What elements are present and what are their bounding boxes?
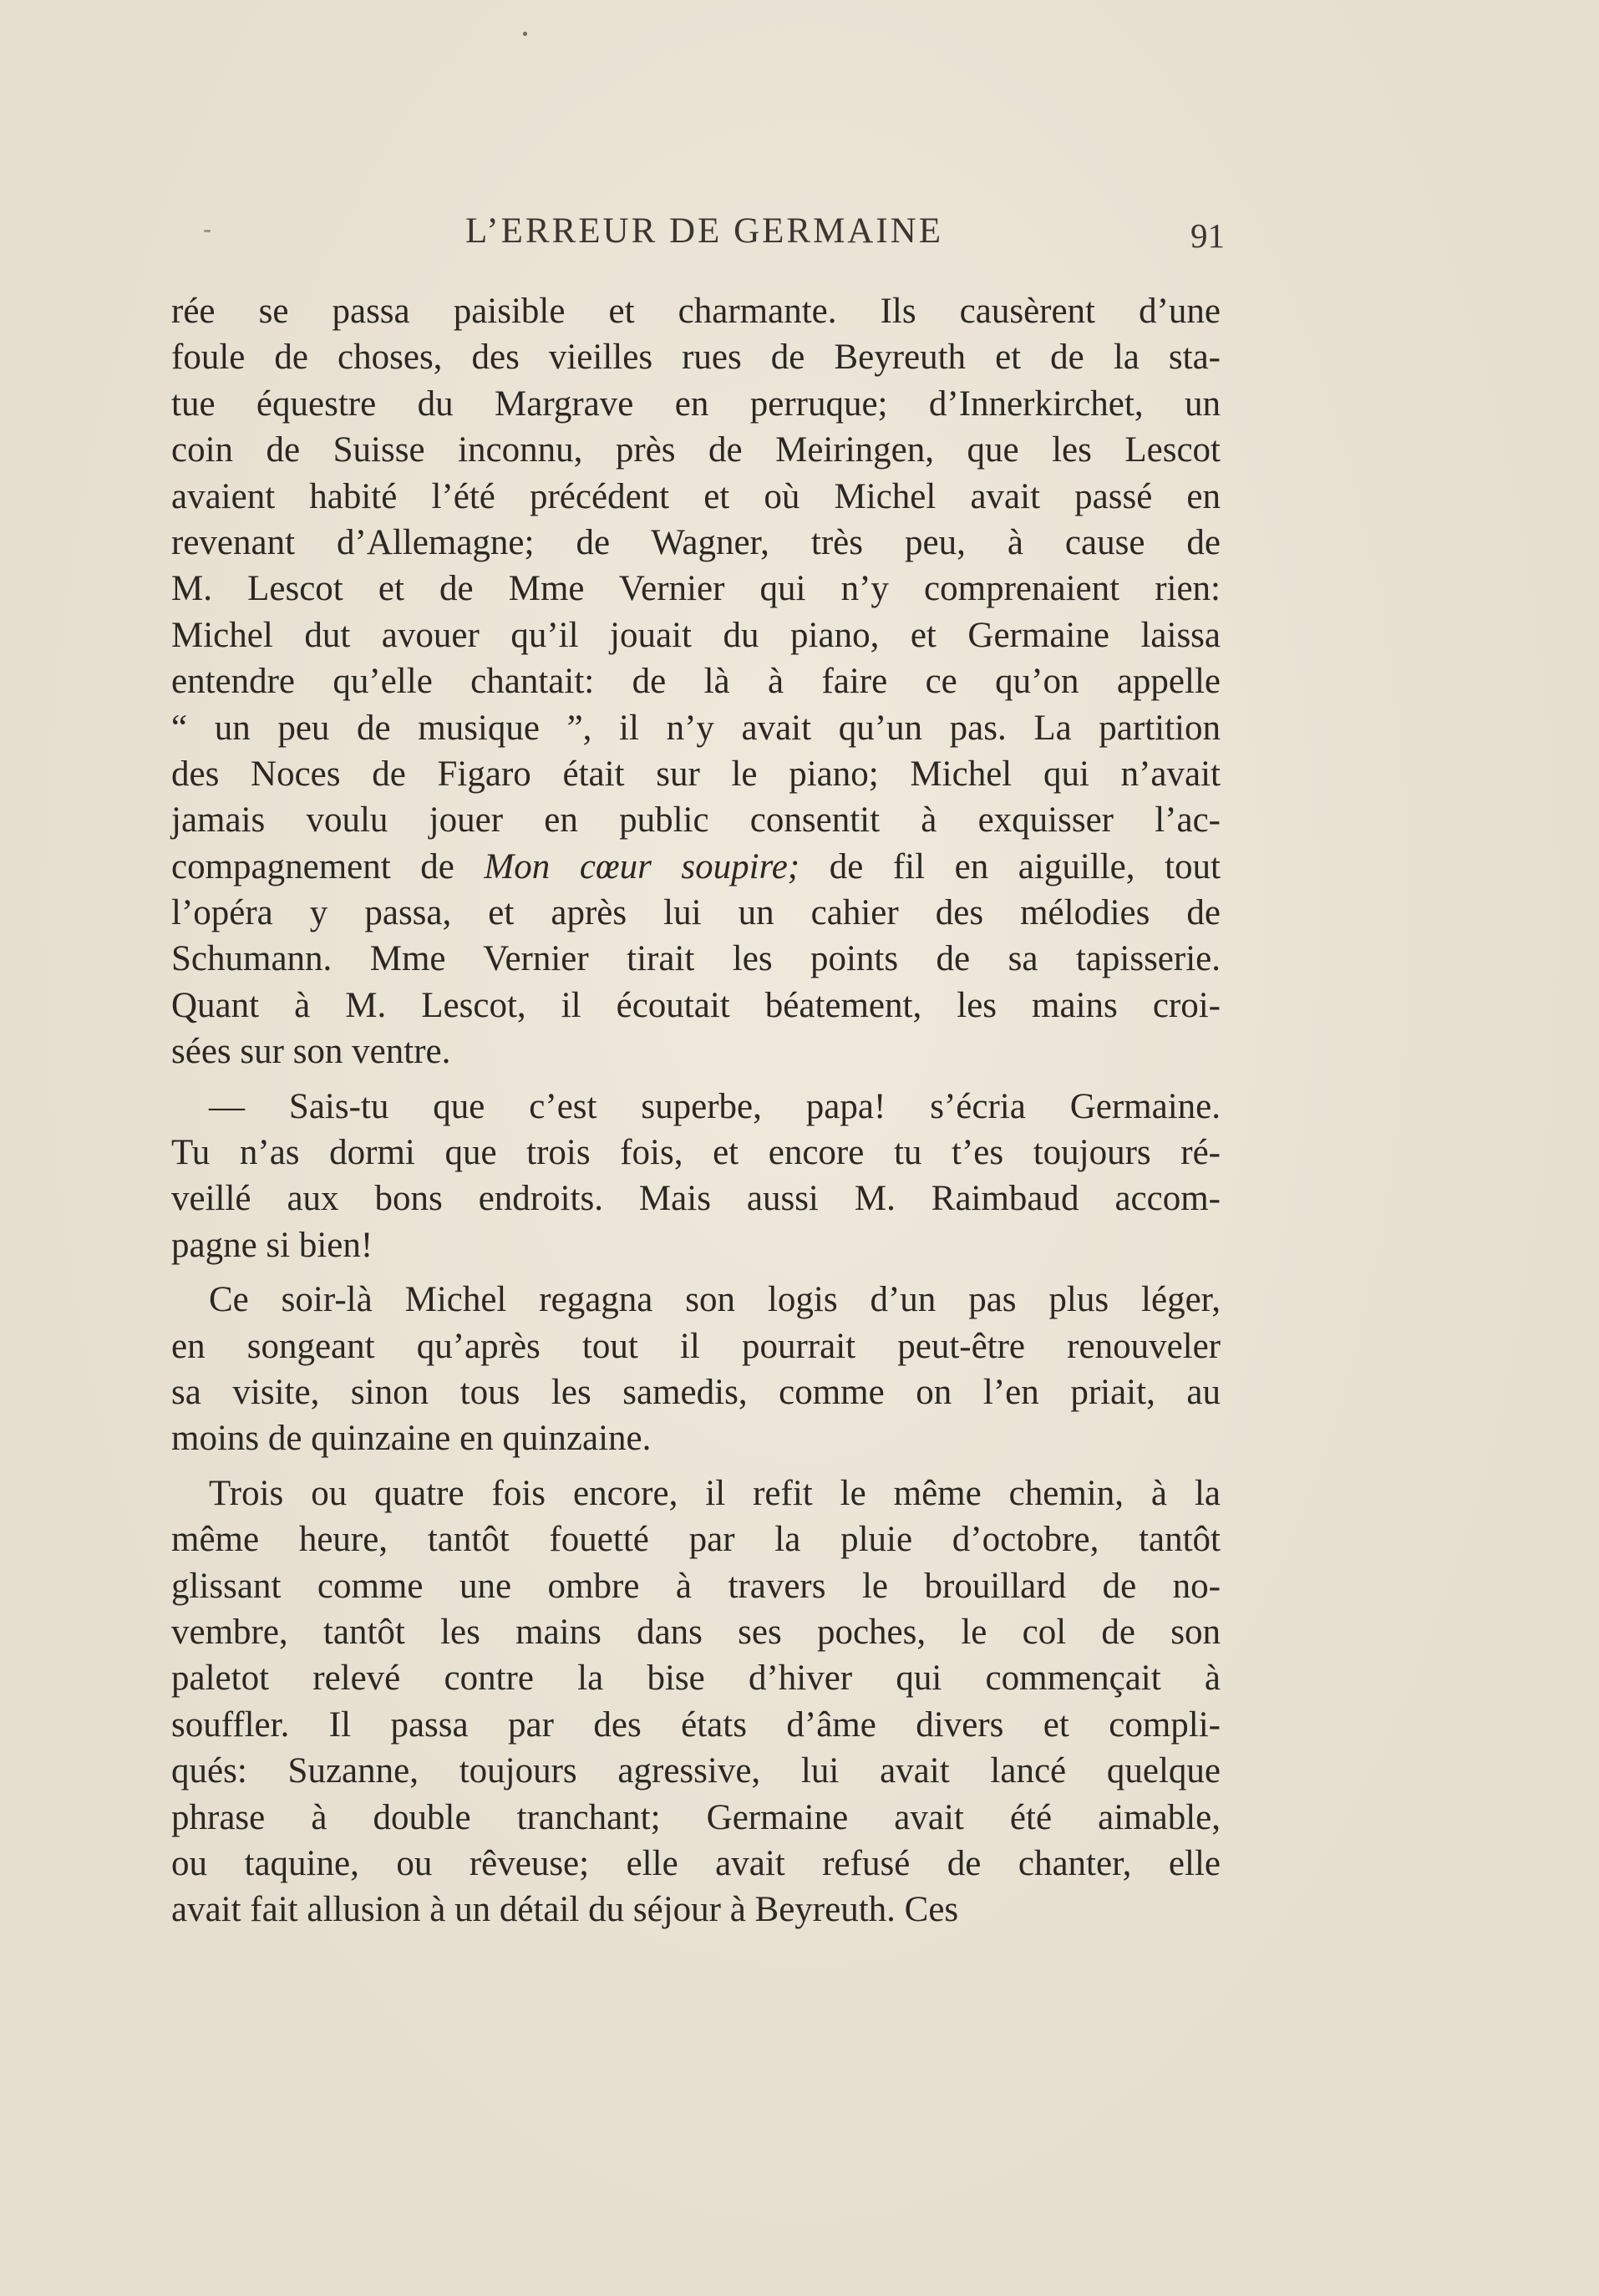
text-line: glissant comme une ombre à travers le brouillard de no- (171, 1566, 1221, 1606)
page-header (184, 211, 1225, 261)
text-line: M. Lescot et de Mme Vernier qui n’y comprenaient rien: (171, 569, 1221, 609)
paragraph (171, 1084, 1221, 1269)
text-line: veillé aux bons endroits. Mais aussi M. Raimbaud accom- (171, 1179, 1221, 1219)
text-line: rée se passa paisible et charmante. Ils causèrent d’une (171, 292, 1221, 331)
paragraph (171, 1277, 1221, 1462)
text-line: des Noces de Figaro était sur le piano; Michel qui n’avait (171, 754, 1221, 794)
running-title: L’ERREUR DE GERMAINE (464, 211, 943, 251)
text-line: ou taquine, ou rêveuse; elle avait refusé de chanter, elle (171, 1843, 1221, 1883)
text-line: Michel dut avouer qu’il jouait du piano, et Germaine laissa (171, 615, 1221, 655)
text-line: sa visite, sinon tous les samedis, comme on l’en priait, au (171, 1372, 1221, 1412)
text-line: entendre qu’elle chantait: de là à faire ce qu’on appelle (171, 662, 1221, 702)
text-line: pagne si bien! (171, 1225, 373, 1265)
text-line: en songeant qu’après tout il pourrait peut-être renouveler (171, 1326, 1221, 1366)
text-line: avait fait allusion à un détail du séjour à Beyreuth. Ces (171, 1890, 959, 1930)
text-line: Tu n’as dormi que trois fois, et encore tu t’es toujours ré- (171, 1133, 1221, 1173)
paper-speck (523, 32, 527, 36)
text-line: sées sur son ventre. (171, 1032, 451, 1072)
text-line: moins de quinzaine en quinzaine. (171, 1419, 652, 1459)
text-line: revenant d’Allemagne; de Wagner, très peu, à cause de (171, 522, 1221, 562)
page-number: 91 (1190, 216, 1225, 255)
text-line: même heure, tantôt fouetté par la pluie d’octobre, tantôt (171, 1520, 1221, 1560)
body-text (171, 288, 1221, 1933)
text-line: paletot relevé contre la bise d’hiver qui commençait à (171, 1659, 1221, 1699)
text-line: tue équestre du Margrave en perruque; d’Innerkirchet, un (171, 384, 1221, 424)
paragraph (171, 1471, 1221, 1933)
paragraph (171, 288, 1221, 1075)
text-line: Ce soir-là Michel regagna son logis d’un pas plus léger, (209, 1280, 1221, 1320)
italic-title: Mon cœur soupire; (484, 846, 800, 886)
text-line: coin de Suisse inconnu, près de Meiringen, que les Lescot (171, 430, 1221, 470)
text-line: souffler. Il passa par des états d’âme divers et compli- (171, 1704, 1221, 1745)
text-line: foule de choses, des vieilles rues de Beyreuth et de la sta- (171, 338, 1221, 378)
text-line: Schumann. Mme Vernier tirait les points de sa tapisserie. (171, 939, 1221, 979)
text-line: Quant à M. Lescot, il écoutait béatement, les mains croi- (171, 985, 1221, 1025)
text-line: l’opéra y passa, et après lui un cahier des mélodies de (171, 893, 1221, 933)
text-line: qués: Suzanne, toujours agressive, lui avait lancé quelque (171, 1751, 1221, 1791)
text-line: jamais voulu jouer en public consentit à exquisser l’ac- (171, 800, 1221, 841)
text-line: vembre, tantôt les mains dans ses poches, le col de son (171, 1612, 1221, 1652)
text-line: — Sais-tu que c’est superbe, papa! s’écria Germaine. (209, 1086, 1221, 1126)
text-line: phrase à double tranchant; Germaine avait été aimable, (171, 1797, 1221, 1837)
text-line: Trois ou quatre fois encore, il refit le même chemin, à la (209, 1473, 1221, 1513)
text-line: avaient habité l’été précédent et où Michel avait passé en (171, 476, 1221, 516)
text-line: compagnement de Mon cœur soupire; de fil en aiguille, tout (171, 846, 1221, 886)
text-line: “ un peu de musique ”, il n’y avait qu’un pas. La partition (171, 708, 1221, 748)
